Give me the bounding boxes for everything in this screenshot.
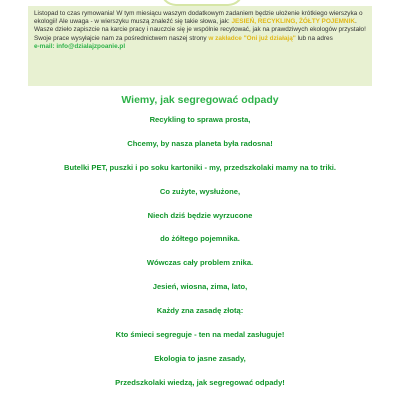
- poem-title: Wiemy, jak segregować odpady: [121, 94, 279, 106]
- poem-line: Każdy zna zasadę złotą:: [156, 306, 244, 316]
- poem-line: Przedszkolaki wiedzą, jak segregować odpady!: [115, 377, 285, 387]
- required-keywords: JESIEŃ, RECYKLING, ŻÓŁTY POJEMNIK: [231, 18, 355, 26]
- instructions-text-2a: Swoje prace wysyłajcie nam za pośrednictwem naszej strony: [34, 34, 209, 42]
- poem-line: Recykling to sprawa prosta,: [149, 115, 251, 124]
- poem-line: Co zużyte, wysłużone,: [159, 186, 241, 196]
- poem-line: Kto śmieci segreguje - ten na medal zasługuje!: [115, 330, 285, 340]
- poem-line: Niech dziś będzie wyrzucone: [147, 210, 253, 220]
- poem: [0, 94, 400, 400]
- poem-line: Jesień, wiosna, zima, lato,: [152, 282, 248, 292]
- instructions-text-1a: Listopad to czas rymowania! W tym miesiącu waszym dodatkowym zadaniem będzie ułożenie krótkiego wierszyka o ekologii! Ale uwaga - w wierszyku muszą znaleźć się takie słowa, jak:: [34, 10, 363, 26]
- email-link[interactable]: e-mail: info@dzialajzpoanie.pl: [34, 42, 126, 50]
- instructions-text-2b: lub na adres: [295, 34, 333, 42]
- instructions-paragraph-3: [34, 43, 366, 51]
- poem-line: do żółtego pojemnika.: [160, 234, 240, 244]
- instructions-box: [28, 6, 372, 86]
- instructions-paragraph-2: [34, 35, 366, 43]
- poem-line: Ekologia to jasne zasady,: [154, 353, 246, 363]
- website-tab-link[interactable]: w zakładce "Oni już działają": [208, 34, 296, 42]
- poem-line: Butelki PET, puszki i po soku kartoniki - my, przedszkolaki mamy na to triki.: [63, 162, 337, 172]
- poem-line: Chcemy, by nasza planeta była radosna!: [127, 138, 273, 148]
- poem-line: Wówczas cały problem znika.: [146, 258, 254, 268]
- instructions-text-1b: . Wasze dzieło zapiszcie na karcie pracy i nauczcie się je wspólnie recytować, jak na prawdziwych ekologów przystało!: [34, 18, 366, 34]
- instructions-paragraph-1: [34, 10, 366, 35]
